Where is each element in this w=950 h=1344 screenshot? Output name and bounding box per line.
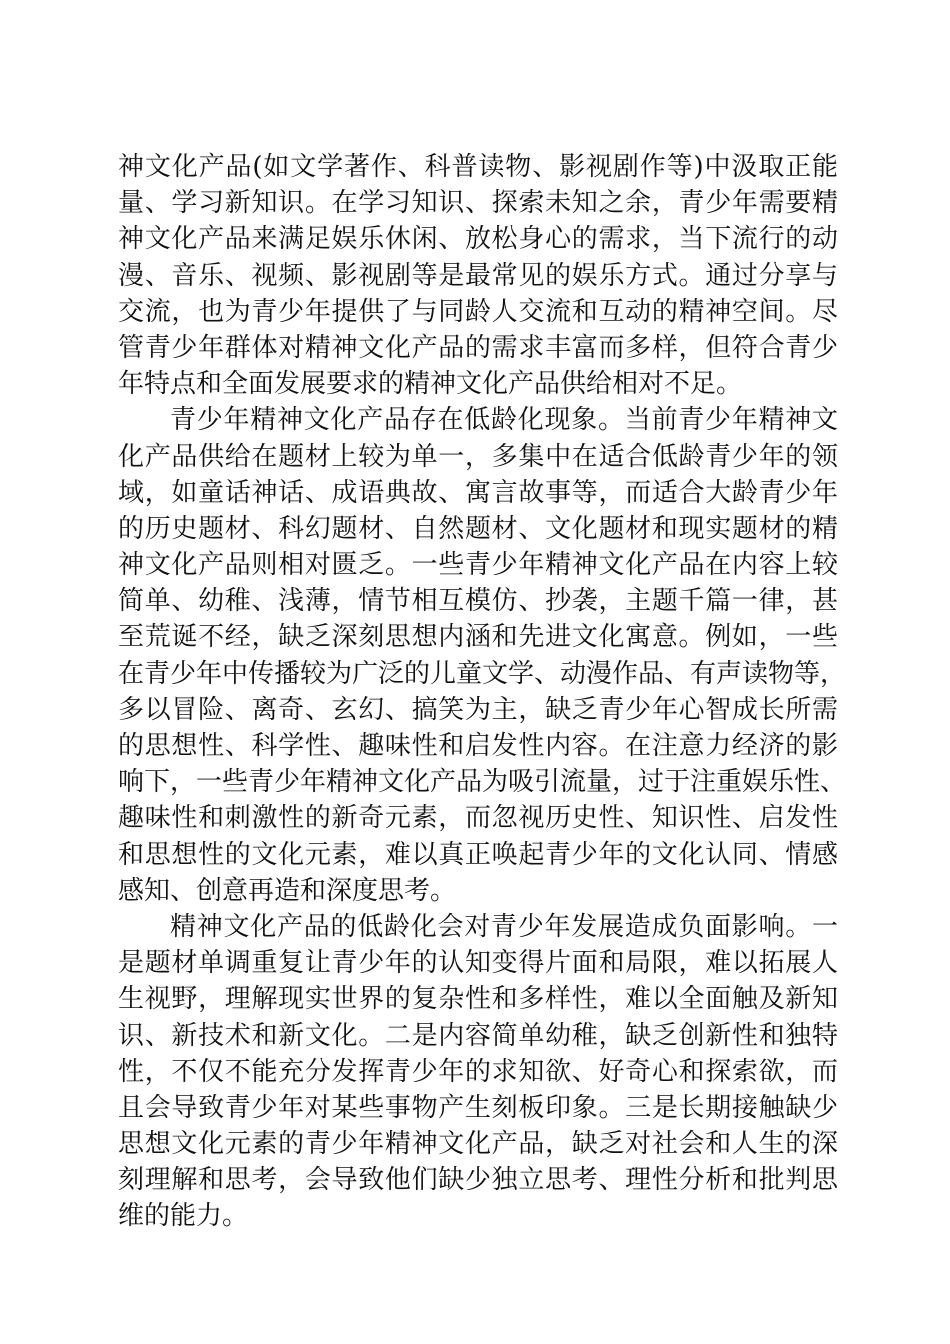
text-line: 管青少年群体对精神文化产品的需求丰富而多样，但符合青少 <box>118 332 838 363</box>
text-line: 和思想性的文化元素，难以真正唤起青少年的文化认同、情感 <box>118 839 838 870</box>
text-line: 识、新技术和新文化。二是内容简单幼稚，缺乏创新性和独特 <box>118 1020 838 1051</box>
text-line: 年特点和全面发展要求的精神文化产品供给相对不足。 <box>118 369 743 400</box>
text-line: 的历史题材、科幻题材、自然题材、文化题材和现实题材的精 <box>118 513 838 544</box>
text-line: 趣味性和刺激性的新奇元素，而忽视历史性、知识性、启发性 <box>118 803 838 834</box>
text-line: 生视野，理解现实世界的复杂性和多样性，难以全面触及新知 <box>118 984 838 1015</box>
text-line: 性，不仅不能充分发挥青少年的求知欲、好奇心和探索欲，而 <box>118 1056 838 1087</box>
text-line: 多以冒险、离奇、玄幻、搞笑为主，缺乏青少年心智成长所需 <box>118 694 838 725</box>
paragraph-3 <box>118 909 838 1235</box>
text-line: 域，如童话神话、成语典故、寓言故事等，而适合大龄青少年 <box>118 477 838 508</box>
body-text <box>118 149 847 1235</box>
text-line: 刻理解和思考，会导致他们缺少独立思考、理性分析和批判思 <box>118 1165 838 1196</box>
text-line: 维的能力。 <box>118 1201 249 1232</box>
text-line: 精神文化产品的低龄化会对青少年发展造成负面影响。一 <box>170 911 838 942</box>
text-line: 思想文化元素的青少年精神文化产品，缺乏对社会和人生的深 <box>118 1129 838 1160</box>
text-line: 神文化产品(如文学著作、科普读物、影视剧作等)中汲取正能 <box>118 152 838 182</box>
text-line: 神文化产品则相对匮乏。一些青少年精神文化产品在内容上较 <box>118 550 838 581</box>
paragraph-2 <box>118 402 847 909</box>
text-line: 感知、创意再造和深度思考。 <box>118 875 457 906</box>
paragraph-1 <box>118 149 838 402</box>
text-line: 青少年精神文化产品存在低龄化现象。当前青少年精神文 <box>170 405 838 436</box>
text-line: 的思想性、科学性、趣味性和启发性内容。在注意力经济的影 <box>118 731 838 761</box>
text-line: 简单、幼稚、浅薄，情节相互模仿、抄袭，主题千篇一律，甚 <box>118 586 838 617</box>
text-line: 化产品供给在题材上较为单一，多集中在适合低龄青少年的领 <box>118 441 838 472</box>
text-line: 至荒诞不经，缺乏深刻思想内涵和先进文化寓意。例如，一些 <box>118 622 838 653</box>
text-line: 在青少年中传播较为广泛的儿童文学、动漫作品、有声读物等， <box>118 658 847 689</box>
text-line: 是题材单调重复让青少年的认知变得片面和局限，难以拓展人 <box>118 948 838 979</box>
text-line: 响下，一些青少年精神文化产品为吸引流量，过于注重娱乐性、 <box>118 767 847 798</box>
text-line: 漫、音乐、视频、影视剧等是最常见的娱乐方式。通过分享与 <box>118 260 838 291</box>
text-line: 且会导致青少年对某些事物产生刻板印象。三是长期接触缺少 <box>118 1092 838 1123</box>
text-line: 量、学习新知识。在学习知识、探索未知之余，青少年需要精 <box>118 188 838 219</box>
text-line: 交流，也为青少年提供了与同龄人交流和互动的精神空间。尽 <box>118 296 838 327</box>
text-line: 神文化产品来满足娱乐休闲、放松身心的需求，当下流行的动 <box>118 224 838 255</box>
